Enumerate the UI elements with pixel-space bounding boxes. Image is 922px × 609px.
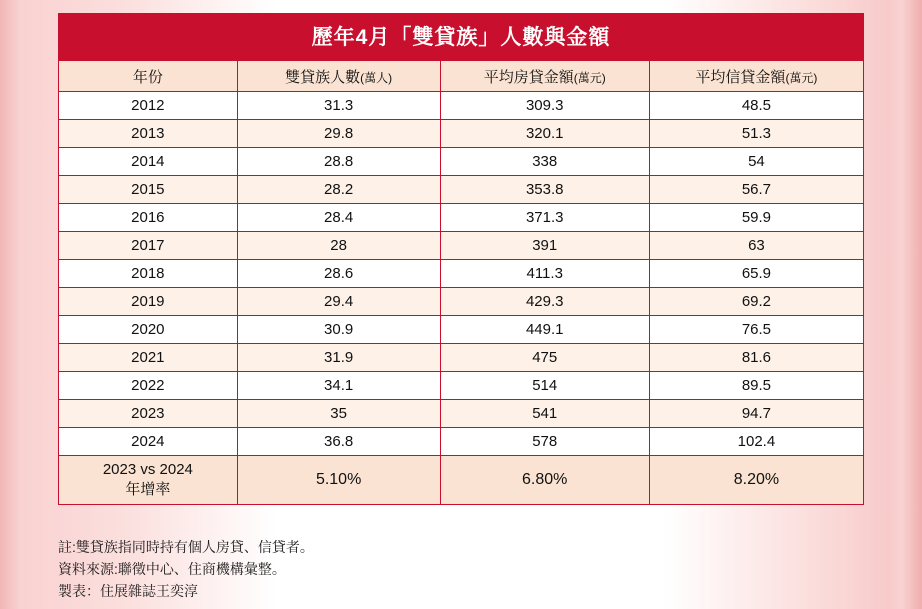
- left-gradient-edge: [0, 0, 34, 609]
- right-gradient-edge: [888, 0, 922, 609]
- summary-credit: 8.20%: [649, 456, 863, 505]
- cell-credit: 65.9: [649, 260, 863, 288]
- table-row: [59, 176, 864, 204]
- column-header-credit-unit: (萬元): [785, 70, 818, 85]
- cell-year: 2013: [59, 120, 238, 148]
- cell-credit: 56.7: [649, 176, 863, 204]
- cell-credit: 48.5: [649, 92, 863, 120]
- cell-people: 34.1: [237, 372, 440, 400]
- cell-credit: 76.5: [649, 316, 863, 344]
- cell-mortgage: 514: [440, 372, 649, 400]
- cell-people: 31.3: [237, 92, 440, 120]
- table-body: [59, 92, 864, 505]
- header-row: [59, 61, 864, 92]
- column-header-people: [237, 61, 440, 92]
- footnotes: [58, 536, 314, 602]
- table-container: [58, 13, 864, 505]
- cell-people: 31.9: [237, 344, 440, 372]
- table-row: [59, 400, 864, 428]
- cell-people: 28.4: [237, 204, 440, 232]
- table-row: [59, 204, 864, 232]
- table-row: [59, 344, 864, 372]
- cell-mortgage: 320.1: [440, 120, 649, 148]
- cell-credit: 51.3: [649, 120, 863, 148]
- cell-mortgage: 475: [440, 344, 649, 372]
- cell-year: 2022: [59, 372, 238, 400]
- cell-people: 35: [237, 400, 440, 428]
- table-row: [59, 148, 864, 176]
- summary-label-line2: 年增率: [125, 481, 171, 498]
- table-row: [59, 316, 864, 344]
- column-header-year-label: 年份: [132, 68, 163, 86]
- table-row: [59, 372, 864, 400]
- cell-mortgage: 429.3: [440, 288, 649, 316]
- cell-year: 2021: [59, 344, 238, 372]
- cell-mortgage: 338: [440, 148, 649, 176]
- cell-year: 2020: [59, 316, 238, 344]
- table-row: [59, 428, 864, 456]
- column-header-year: [59, 61, 238, 92]
- cell-year: 2024: [59, 428, 238, 456]
- column-header-mortgage: [440, 61, 649, 92]
- footnote-source: 資料來源:聯徵中心、住商機構彙整。: [58, 561, 286, 577]
- cell-people: 30.9: [237, 316, 440, 344]
- cell-people: 29.8: [237, 120, 440, 148]
- footnote-definition: 註:雙貸族指同時持有個人房貸、信貸者。: [58, 539, 314, 555]
- summary-row: [59, 456, 864, 505]
- cell-year: 2015: [59, 176, 238, 204]
- cell-people: 28.2: [237, 176, 440, 204]
- summary-label-line1: 2023 vs 2024: [102, 461, 193, 478]
- cell-credit: 59.9: [649, 204, 863, 232]
- cell-people: 28: [237, 232, 440, 260]
- data-table: [58, 60, 864, 505]
- cell-mortgage: 411.3: [440, 260, 649, 288]
- cell-people: 29.4: [237, 288, 440, 316]
- cell-credit: 69.2: [649, 288, 863, 316]
- table-row: [59, 288, 864, 316]
- cell-year: 2023: [59, 400, 238, 428]
- cell-credit: 54: [649, 148, 863, 176]
- cell-credit: 63: [649, 232, 863, 260]
- cell-mortgage: 449.1: [440, 316, 649, 344]
- cell-year: 2012: [59, 92, 238, 120]
- cell-credit: 102.4: [649, 428, 863, 456]
- cell-people: 28.6: [237, 260, 440, 288]
- cell-credit: 94.7: [649, 400, 863, 428]
- summary-label: [59, 456, 238, 505]
- cell-year: 2019: [59, 288, 238, 316]
- column-header-people-unit: (萬人): [360, 70, 393, 85]
- column-header-credit: [649, 61, 863, 92]
- summary-people: 5.10%: [237, 456, 440, 505]
- cell-credit: 89.5: [649, 372, 863, 400]
- cell-people: 28.8: [237, 148, 440, 176]
- cell-mortgage: 578: [440, 428, 649, 456]
- cell-year: 2014: [59, 148, 238, 176]
- table-row: [59, 232, 864, 260]
- cell-people: 36.8: [237, 428, 440, 456]
- footnote-author: 製表：住展雜誌王奕淳: [58, 583, 198, 599]
- table-header: [59, 61, 864, 92]
- cell-year: 2018: [59, 260, 238, 288]
- summary-mortgage: 6.80%: [440, 456, 649, 505]
- cell-year: 2017: [59, 232, 238, 260]
- chart-title: 歷年4月「雙貸族」人數與金額: [58, 13, 864, 60]
- cell-year: 2016: [59, 204, 238, 232]
- cell-mortgage: 391: [440, 232, 649, 260]
- cell-mortgage: 309.3: [440, 92, 649, 120]
- cell-credit: 81.6: [649, 344, 863, 372]
- column-header-credit-label: 平均信貸金額: [695, 68, 786, 86]
- table-row: [59, 120, 864, 148]
- cell-mortgage: 371.3: [440, 204, 649, 232]
- table-row: [59, 92, 864, 120]
- column-header-people-label: 雙貸族人數: [285, 68, 361, 86]
- column-header-mortgage-label: 平均房貸金額: [483, 68, 574, 86]
- table-row: [59, 260, 864, 288]
- cell-mortgage: 541: [440, 400, 649, 428]
- column-header-mortgage-unit: (萬元): [573, 70, 606, 85]
- cell-mortgage: 353.8: [440, 176, 649, 204]
